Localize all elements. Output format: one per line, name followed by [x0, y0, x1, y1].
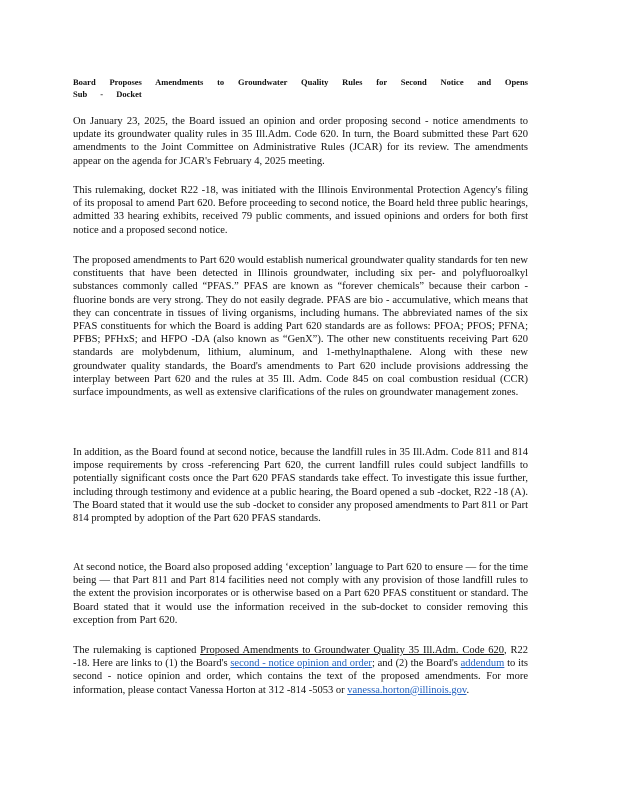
- document-title: Board Proposes Amendments to Groundwater Quality Rules for Second Notice and Opens Sub - Docket: [73, 77, 528, 99]
- paragraph-rulemaking-history: This rulemaking, docket R22 -18, was initiated with the Illinois Environmental Protection Agency's filing of its proposal to amend Part 620. Before proceeding to second notice, the Board held three public hearings, admitted 33 hearing exhibits, received 79 public comments, and issued opinions and orders for both first notice and a proposed second notice.: [73, 185, 528, 236]
- paragraph-exception-language: At second notice, the Board also proposed adding ‘exception’ language to Part 620 to ensure — for the time being — that Part 811 and Part 814 facilities need not comply with any provision of those landfill rules to the extent the provision incorporates or is otherwise based on a Part 620 PFAS constituent or standard. The Board stated that it would use the information received in the sub-docket to consider removing this exception from Part 620.: [73, 562, 528, 626]
- paragraph-landfill-subdocket: In addition, as the Board found at second notice, because the landfill rules in 35 Ill.Adm. Code 811 and 814 impose requirements by cross -referencing Part 620, the current landfill rules could subject landfills to potentially significant costs once the Part 620 PFAS standards take effect. To investigate this issue further, including through testimony and evidence at a public hearing, the Board opened a sub -docket, R22 -18 (A). The Board stated that it would use the sub -docket to consider any proposed amendments to Part 811 or Part 814 prompted by adoption of the Part 620 PFAS standards.: [73, 447, 528, 525]
- second-notice-opinion-link[interactable]: second - notice opinion and order: [230, 658, 372, 670]
- rulemaking-caption: Proposed Amendments to Groundwater Quality 35 Ill.Adm. Code 620: [200, 645, 505, 656]
- closing-text-2: , R22 -18. Here are links to (1) the Board's: [73, 645, 528, 670]
- addendum-link[interactable]: addendum: [460, 658, 505, 670]
- closing-text-3: ; and (2) the Board's: [371, 658, 461, 670]
- closing-text-1: The rulemaking is captioned: [73, 645, 201, 656]
- closing-text-4: to its second - notice opinion and order, which contains the text of the proposed amendments. For more information, please contact Vanessa Horton at 312 -814 -5053 or: [73, 658, 528, 696]
- paragraph-closing: [73, 644, 528, 697]
- closing-text-5: .: [466, 684, 470, 696]
- paragraph-pfas-standards: The proposed amendments to Part 620 would establish numerical groundwater quality standards for ten new constituents that have been detected in Illinois groundwater, including six per- and polyfluoroalkyl substances commonly called “PFAS.” PFAS are known as “forever chemicals” because their carbon -fluorine bonds are very strong. They do not easily degrade. PFAS are bio - accumulative, which means that they can concentrate in tissues of living organisms, including humans. The abbreviated names of the six PFAS constituents for which the Board is adding Part 620 standards are as follows: PFOA; PFOS; PFNA; PFBS; PFHxS; and HFPO -DA (also known as “GenX”). The other new constituents receiving Part 620 standards are molybdenum, lithium, aluminum, and 1-methylnapthalene. Along with these new groundwater quality standards, the Board's amendments to Part 620 include provisions addressing the interplay between Part 620 and the rules at 35 Ill. Adm. Code 845 on coal combustion residual (CCR) surface impoundments, as well as extensive clarifications of the rules on groundwater management zones.: [73, 255, 528, 399]
- paragraph-second-notice: On January 23, 2025, the Board issued an opinion and order proposing second - notice amendments to update its groundwater quality rules in 35 Ill.Adm. Code 620. In turn, the Board submitted these Part 620 amendments to the Joint Committee on Administrative Rules (JCAR) for its review. The amendments appear on the agenda for JCAR's February 4, 2025 meeting.: [73, 116, 528, 167]
- email-link[interactable]: vanessa.horton@illinois.gov: [347, 684, 467, 696]
